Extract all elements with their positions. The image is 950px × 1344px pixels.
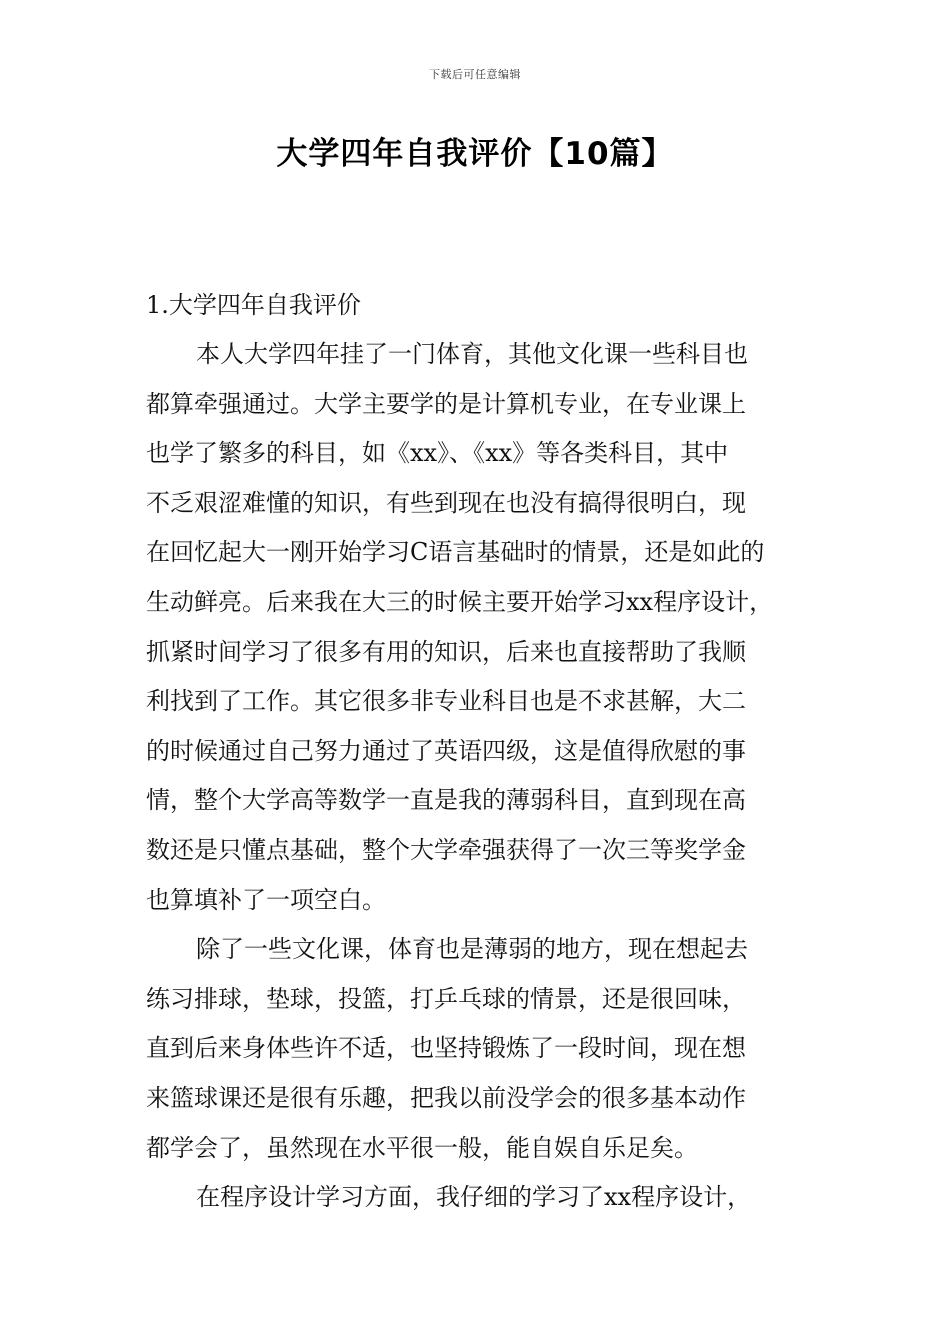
text-line: 也学了繁多的科目，如《xx》、《xx》等各类科目，其中 [146, 439, 729, 468]
text-line: 都学会了，虽然现在水平很一般，能自娱自乐足矣。 [146, 1133, 698, 1162]
text-line: 情，整个大学高等数学一直是我的薄弱科目，直到现在高 [146, 786, 746, 815]
paragraph-lines [146, 330, 826, 1223]
text-line: 直到后来身体些许不适，也坚持锻炼了一段时间，现在想 [146, 1034, 746, 1063]
text-line: 都算牵强通过。大学主要学的是计算机专业，在专业课上 [146, 389, 746, 418]
document-body [146, 280, 826, 1223]
text-line: 来篮球课还是很有乐趣，把我以前没学会的很多基本动作 [146, 1083, 746, 1112]
text-line: 不乏艰涩难懂的知识，有些到现在也没有搞得很明白，现 [146, 488, 746, 517]
text-line: 除了一些文化课，体育也是薄弱的地方，现在想起去 [196, 935, 748, 964]
text-line: 也算填补了一项空白。 [146, 885, 386, 914]
text-line: 的时候通过自己努力通过了英语四级，这是值得欣慰的事 [146, 736, 746, 765]
text-line: 在程序设计学习方面，我仔细的学习了xx程序设计， [196, 1183, 752, 1212]
text-line: 练习排球，垫球，投篮，打乒乓球的情景，还是很回味， [146, 984, 746, 1013]
text-line: 本人大学四年挂了一门体育，其他文化课一些科目也 [196, 340, 748, 368]
header-note: 下载后可任意编辑 [429, 68, 521, 81]
text-line: 生动鲜亮。后来我在大三的时候主要开始学习xx程序设计， [146, 587, 774, 616]
text-line: 利找到了工作。其它很多非专业科目也是不求甚解，大二 [146, 687, 746, 716]
document-title: 大学四年自我评价【10篇】 [276, 136, 674, 172]
section-heading: 1.大学四年自我评价 [146, 291, 361, 319]
text-line: 数还是只懂点基础，整个大学牵强获得了一次三等奖学金 [146, 835, 746, 864]
text-line: 在回忆起大一刚开始学习C语言基础时的情景，还是如此的 [146, 538, 765, 567]
text-line: 抓紧时间学习了很多有用的知识，后来也直接帮助了我顺 [146, 637, 746, 666]
